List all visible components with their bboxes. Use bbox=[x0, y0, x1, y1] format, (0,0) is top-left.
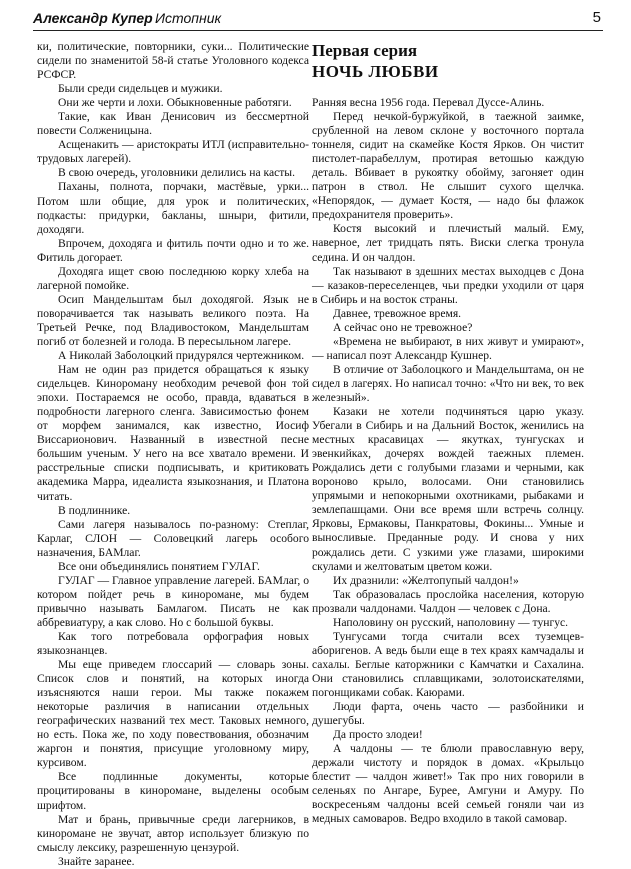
paragraph: Такие, как Иван Денисович из бессмертной повести Солженицына. bbox=[37, 110, 309, 138]
paragraph: Их дразнили: «Желтопупый чалдон!» bbox=[333, 573, 519, 587]
paragraph: Костя высокий и плечистый малый. Ему, наверное, лет тридцать пять. Виски слегка тронула седина. И он чалдон. bbox=[312, 222, 584, 264]
paragraph: А Николай Заболоцкий придурялся чертежником. bbox=[58, 349, 305, 363]
header-author: Александр Купер bbox=[33, 10, 153, 26]
paragraph: Люди фарта, очень часто — разбойники и душегубы. bbox=[312, 700, 584, 728]
left-column bbox=[37, 40, 309, 869]
paragraph: Впрочем, доходяга и фитиль почти одно и то же. Фитиль догорает. bbox=[37, 236, 309, 264]
paragraph: ки, политические, повторники, суки... Политические сидели по знаменитой 58-й статье Уголовного кодекса РСФСР. bbox=[37, 40, 309, 82]
paragraph: Мы еще приведем глоссарий — словарь зоны. Список слов и понятий, на которых иногда изъясняются наши герои. Мы также покажем некоторые различия в написании отдельных географических названий тех мест. Таковых немного, но есть. Пока же, по ходу повествования, обозначим жаргон и понятия, присущие уголовному миру, курсивом. bbox=[37, 658, 309, 770]
paragraph: Паханы, полнота, порчаки, мастёвые, урки... Потом шли общие, для урок и политических, подкасты: придурки, бакланы, шныри, фитили, доходяги. bbox=[37, 180, 309, 236]
paragraph: Да просто злодеи! bbox=[333, 728, 423, 742]
paragraph: В отличие от Заболоцкого и Мандельштама, он не сидел в лагерях. Но написал точно: «Что ни век, то век железный». bbox=[312, 362, 584, 404]
paragraph: Так называют в здешних местах выходцев с Дона — казаков-переселенцев, чьи предки уходили от царя в Сибирь и на восток страны. bbox=[312, 264, 584, 306]
paragraph: Доходяга ищет свою последнюю корку хлеба на лагерной помойке. bbox=[37, 264, 309, 292]
chapter-title: НОЧЬ ЛЮБВИ bbox=[312, 62, 439, 81]
paragraph: Тунгусами тогда считали всех туземцев-аборигенов. А ведь были еще в тех краях камчадалы и сахалы. Беглые каторжники с Камчатки и Сахалина. Они становились сплавщиками, золотоискателями, погонщиками собак. Каюрами. bbox=[312, 629, 584, 699]
paragraph: В подлиннике. bbox=[58, 503, 131, 517]
paragraph: Нам не один раз придется обращаться к языку сидельцев. Кинороману необходим речевой фон той эпохи. Постараемся не особо, правда, вдаваться в подробности лагерного сленга. Зависимостью фонем от морфем занимался, как известно, Иосиф Виссарионович. Названный в известной песне большим ученым. У него на все хватало времени. И расстрельные списки подписывать, и критиковать академика Марра, идеалиста языкознания, и Платона читать. bbox=[37, 363, 309, 503]
paragraph: Они же черти и лохи. Обыкновенные работяги. bbox=[58, 96, 292, 110]
paragraph: Были среди сидельцев и мужики. bbox=[58, 82, 223, 96]
paragraph: Ранняя весна 1956 года. Перевал Дуссе-Алинь. bbox=[312, 96, 545, 109]
paragraph: А сейчас оно не тревожное? bbox=[333, 320, 473, 334]
paragraph: «Времена не выбирают, в них живут и умирают», — написал поэт Александр Кушнер. bbox=[312, 334, 584, 362]
paragraph: В свою очередь, уголовники делились на касты. bbox=[58, 166, 295, 180]
paragraph: Осип Мандельштам был доходягой. Язык не поворачивается так называть великого поэта. На Третьей Речке, под Владивостоком, Мандельштам погиб от болезней и голода. В пересыльном лагере. bbox=[37, 292, 309, 348]
chapter-heading bbox=[312, 40, 584, 82]
paragraph: Все подлинные документы, которые процитированы в кинoромане, выделены особым шрифтом. bbox=[37, 770, 309, 812]
paragraph: Казаки не хотели подчиняться царю указу. Убегали в Сибирь и на Дальний Восток, женились на местных красавицах — якутках, тунгусках и эвенкийках, дочерях вождей таежных племен. Рождались дети с голубыми глазами и черными, как вороново крыло, волосами. Они становились упрямыми и непокорными охотниками, рыбаками и землепашцами. Они все время шли встречь солнцу. Ярковы, Ермаковы, Панкратовы, Фокины... Умные и выносливые. Преданные роду. И снова у них рождались дети. С узкими уже глазами, широкими скулами и желтоватым цветом кожи. bbox=[312, 405, 584, 573]
paragraph: Знайте заранее. bbox=[58, 854, 135, 868]
page-number: 5 bbox=[592, 9, 601, 26]
paragraph: Асщенакить — аристократы ИТЛ (исправительно-трудовых лагерей). bbox=[37, 138, 309, 166]
paragraph: Сами лагеря называлось по-разному: Степлаг, Карлаг, СЛОН — Соловецкий лагерь особого назначения, БАМлаг. bbox=[37, 517, 309, 559]
paragraph: Мат и брань, привычные среди лагерников, в кинoромане не звучат, автор использует близкую по смыслу лексику, разрешенную цензурой. bbox=[37, 812, 309, 854]
paragraph: ГУЛАГ — Главное управление лагерей. БАМлаг, о котором пойдет речь в кинoромане, мы будем привычно называть Бамлагом. Писать не как аббревиатуру, а как слово. Но с большой буквы. bbox=[37, 573, 309, 629]
paragraph: Наполовину он русский, наполовину — тунгус. bbox=[333, 615, 569, 629]
paragraph: Как того потребовала орфография новых языкознанцев. bbox=[37, 629, 309, 658]
paragraph: Все они объединялись понятием ГУЛАГ. bbox=[58, 559, 260, 573]
right-column bbox=[312, 40, 584, 826]
page-header bbox=[33, 6, 603, 31]
paragraph: Перед нечкой-буржуйкой, в таежной заимке, срубленной на левом склоне у восточного портала тоннеля, сидит на скамейке Костя Ярков. Он чистит пистолет-парабеллум, протирая ветошью каждую деталь. Вбивает в рукоятку обойму, загоняет один патрон в ствол. Не слышит сухого щелчка. «Непорядок, — думает Костя, — надо бы флажок предохранителя проверить». bbox=[312, 110, 584, 222]
paragraph: А чалдоны — те блюли православную веру, держали чистоту и порядок в домах. «Крыльцо блестит — чалдон живет!» Так про них говорили в селеньях по Ангаре, Бурее, Амгуни и Амуру. По воскресеньям чалдоны всей семьей гоняли чаи из медных самоваров. Ведро входило в такой самовар. bbox=[312, 742, 584, 826]
header-book-title: Истопник bbox=[155, 10, 222, 26]
paragraph: Так образовалась прослойка населения, которую прозвали чалдонами. Чалдон — человек с Дона. bbox=[312, 587, 584, 615]
paragraph: Давнее, тревожное время. bbox=[333, 306, 462, 320]
chapter-series: Первая серия bbox=[312, 41, 418, 60]
